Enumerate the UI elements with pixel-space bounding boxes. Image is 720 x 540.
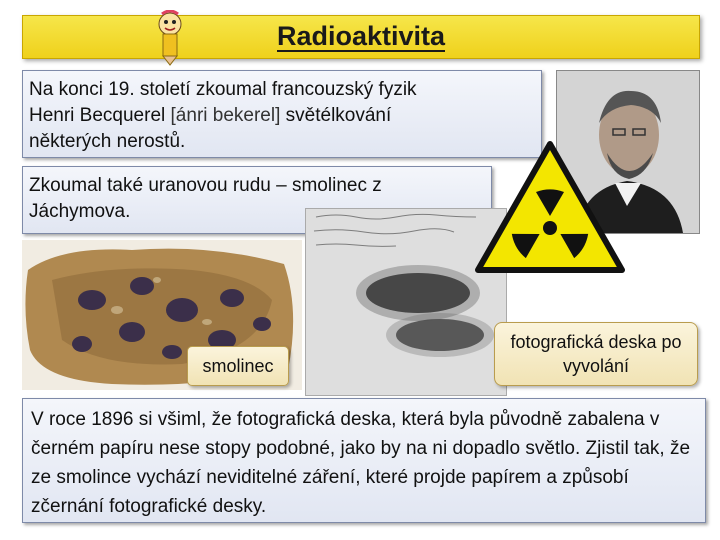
uranium-text: Zkoumal také uranovou rudu – smolinec z Jáchymova.	[29, 175, 382, 222]
plate-caption-text: fotografická deska po vyvolání	[510, 332, 682, 376]
radiation-hazard-icon	[474, 140, 626, 274]
intro-line-2	[29, 103, 535, 129]
scientist-name: Henri Becquerel	[29, 105, 166, 126]
discovery-text-box	[22, 398, 706, 523]
intro-line-3: některých nerostů.	[29, 131, 186, 152]
ore-caption-text: smolinec	[202, 356, 274, 376]
intro-line-2-rest: světélkování	[285, 105, 392, 126]
ore-caption	[187, 346, 289, 386]
intro-text-box	[22, 70, 542, 158]
intro-line-1: Na konci 19. století zkoumal francouzský fyzik	[29, 79, 417, 100]
pronunciation: [ánri bekerel]	[170, 105, 281, 126]
discovery-text: V roce 1896 si všiml, že fotografická deska, která byla původně zabalena v černém papíru nese stopy podobné, jako by na ni dopadlo světlo. Zjistil tak, že ze smolince vychází neviditelné záření, které projde papírem a způsobí zčernání fotografické desky.	[31, 409, 691, 517]
title-bar	[22, 15, 700, 59]
mascot-icon	[150, 10, 190, 66]
plate-caption	[494, 322, 698, 386]
page-title: Radioaktivita	[276, 21, 446, 51]
